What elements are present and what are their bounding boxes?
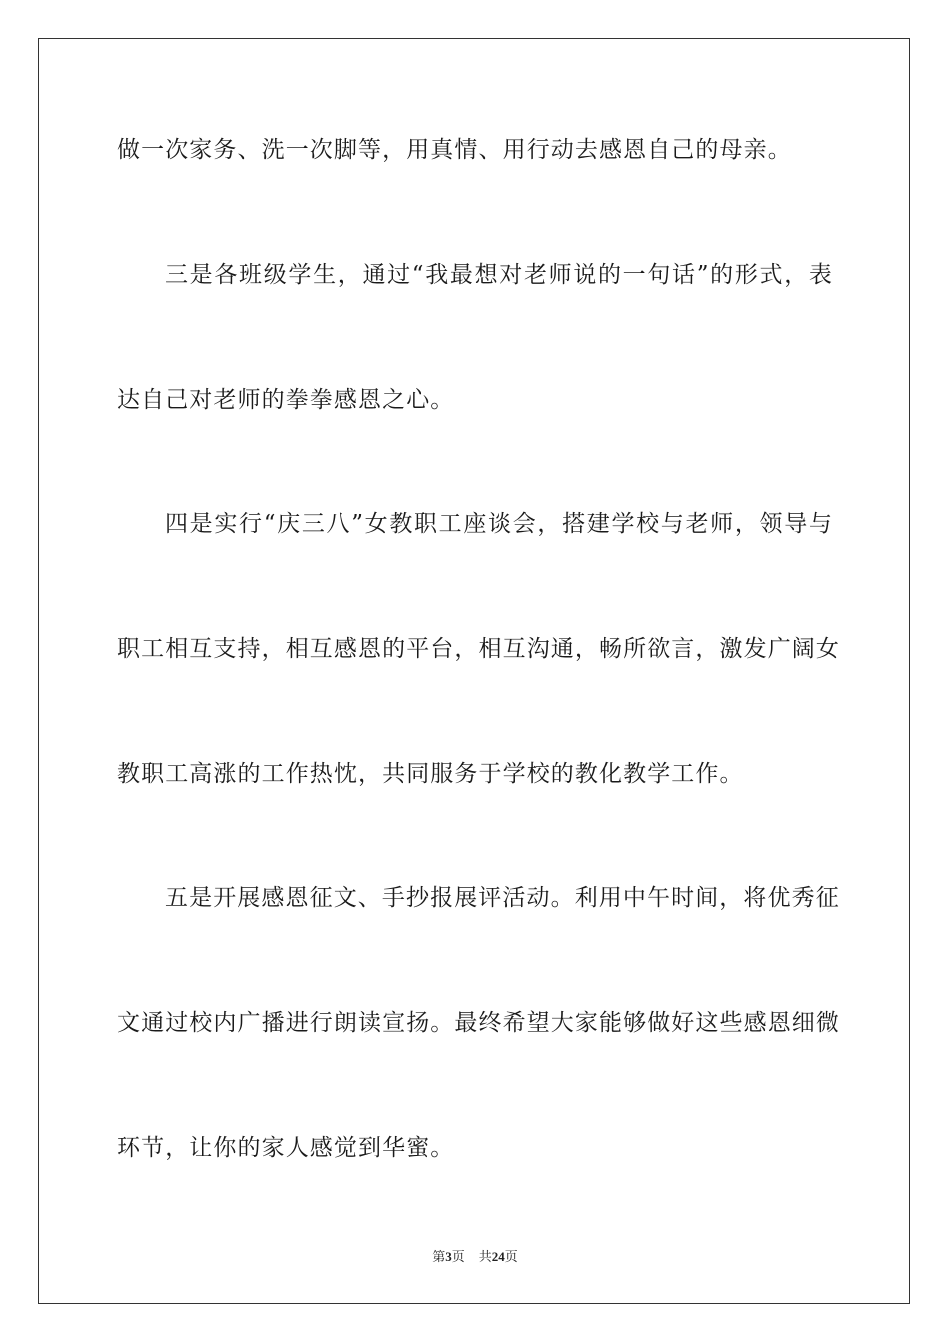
current-page-number: 3	[445, 1249, 452, 1264]
total-suffix: 页	[504, 1249, 518, 1264]
page-frame	[38, 38, 910, 1304]
text-line-1: 做一次家务、洗一次脚等，用真情、用行动去感恩自己的母亲。	[117, 137, 792, 163]
paragraph-3-line-1: 三是各班级学生，通过“我最想对老师说的一句话”的形式，表	[165, 262, 833, 288]
page-suffix: 页	[451, 1249, 465, 1264]
paragraph-4-line-1: 四是实行“庆三八”女教职工座谈会，搭建学校与老师，领导与	[165, 511, 833, 537]
paragraph-4-line-2: 职工相互支持，相互感恩的平台，相互沟通，畅所欲言，激发广阔女	[117, 636, 840, 662]
paragraph-3-line-2: 达自己对老师的拳拳感恩之心。	[117, 387, 455, 413]
total-pages-number: 24	[491, 1249, 505, 1264]
paragraph-4-line-3: 教职工高涨的工作热忱，共同服务于学校的教化教学工作。	[117, 761, 744, 787]
page-footer	[0, 1249, 950, 1265]
page-prefix: 第	[432, 1249, 446, 1264]
paragraph-5-line-3: 环节，让你的家人感觉到华蜜。	[117, 1135, 455, 1161]
paragraph-5-line-1: 五是开展感恩征文、手抄报展评活动。利用中午时间，将优秀征	[165, 885, 840, 911]
paragraph-5-line-2: 文通过校内广播进行朗读宣扬。最终希望大家能够做好这些感恩细微	[117, 1010, 840, 1036]
total-prefix: 共	[478, 1249, 492, 1264]
